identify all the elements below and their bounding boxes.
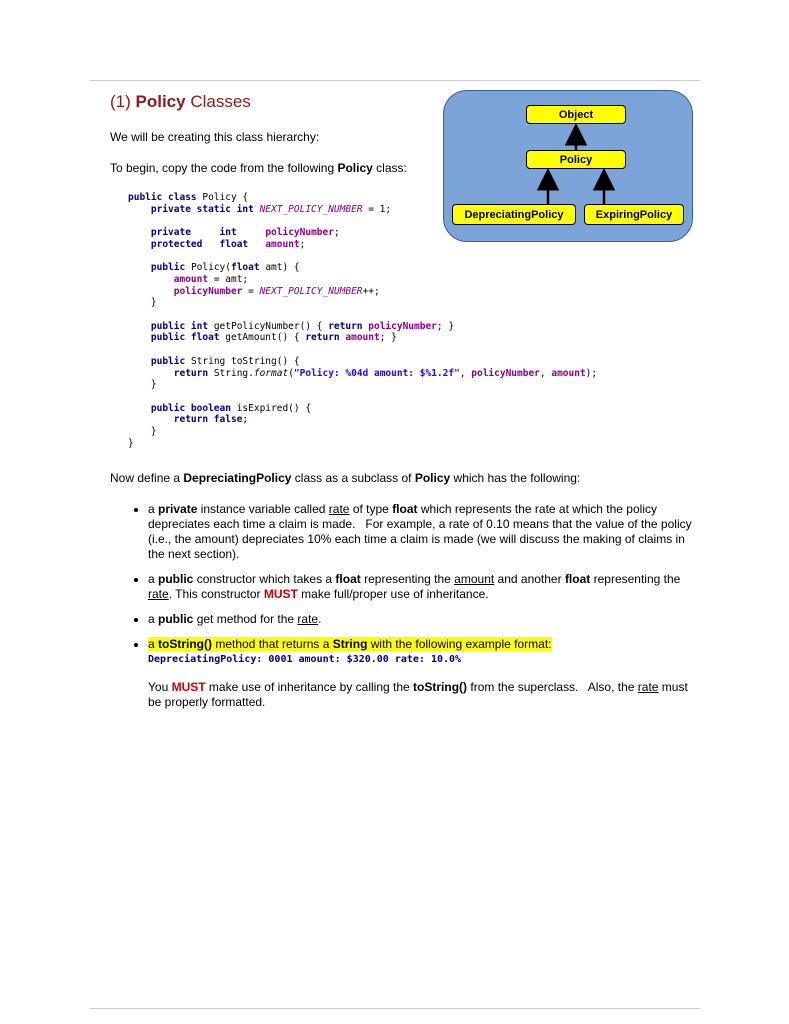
document-content (110, 92, 695, 710)
page-title-number: (1) (110, 92, 136, 111)
diagram-node-object-label: Object (558, 108, 594, 121)
list-item-getter (148, 612, 694, 627)
top-rule (90, 80, 700, 81)
diagram-node-depreciatingpolicy-label: DepreciatingPolicy (464, 208, 564, 221)
diagram-node-expiringpolicy-label: ExpiringPolicy (595, 208, 673, 221)
diagram-node-policy-label: Policy (559, 153, 593, 166)
intro-line-2: To begin, copy the code from the following Policy class: (110, 161, 407, 175)
page-title (110, 92, 692, 112)
example-format-line: DepreciatingPolicy: 0001 amount: $320.00 rate: 10.0% (148, 654, 462, 666)
list-item-private-rate (148, 502, 694, 562)
list-item-tostring-text: a toString() method that returns a String with the following example format: (148, 637, 552, 652)
list-item-constructor (148, 572, 694, 602)
policy-code-block: public class Policy { private static int NEXT_POLICY_NUMBER = 1; private int policyNumber; protected float amount; public Policy(float amt) { amount = amt; policyNumber = NEXT_POLICY_NUMBER++; } public int getPolicyNumber() { return policyNumber; } public float getAmount() { return amount; } public String toString() { return String.format("Policy: %04d amount: $%1.2f", policyNumber, amount); } public boolean isExpired() { return false; } } (128, 192, 598, 449)
define-depreciating-line: Now define a DepreciatingPolicy class as a subclass of Policy which has the following: (110, 471, 581, 486)
list-item-constructor-text: a public constructor which takes a float representing the amount and another float representing the rate. This constructor MUST make full/proper use of inheritance. (148, 572, 684, 602)
page-title-rest: Classes (185, 92, 251, 111)
intro-line-1: We will be creating this class hierarchy: (110, 130, 320, 144)
list-item-tostring (148, 637, 694, 666)
page-title-keyword: Policy (135, 92, 186, 111)
list-item-private-rate-text: a private instance variable called rate of type float which represents the rate at which the policy depreciates each time a claim is made. For example, a rate of 0.10 means that the value of the policy (i.e., the amount) depreciates 10% each time a claim is made (we will discuss the making of claims in the next section). (148, 502, 695, 562)
bottom-rule (90, 1008, 700, 1009)
requirements-list (110, 502, 695, 666)
list-item-getter-text: a public get method for the rate. (148, 612, 322, 627)
closing-paragraph: You MUST make use of inheritance by calling the toString() from the superclass. Also, the rate must be properly formatted. (148, 680, 692, 710)
